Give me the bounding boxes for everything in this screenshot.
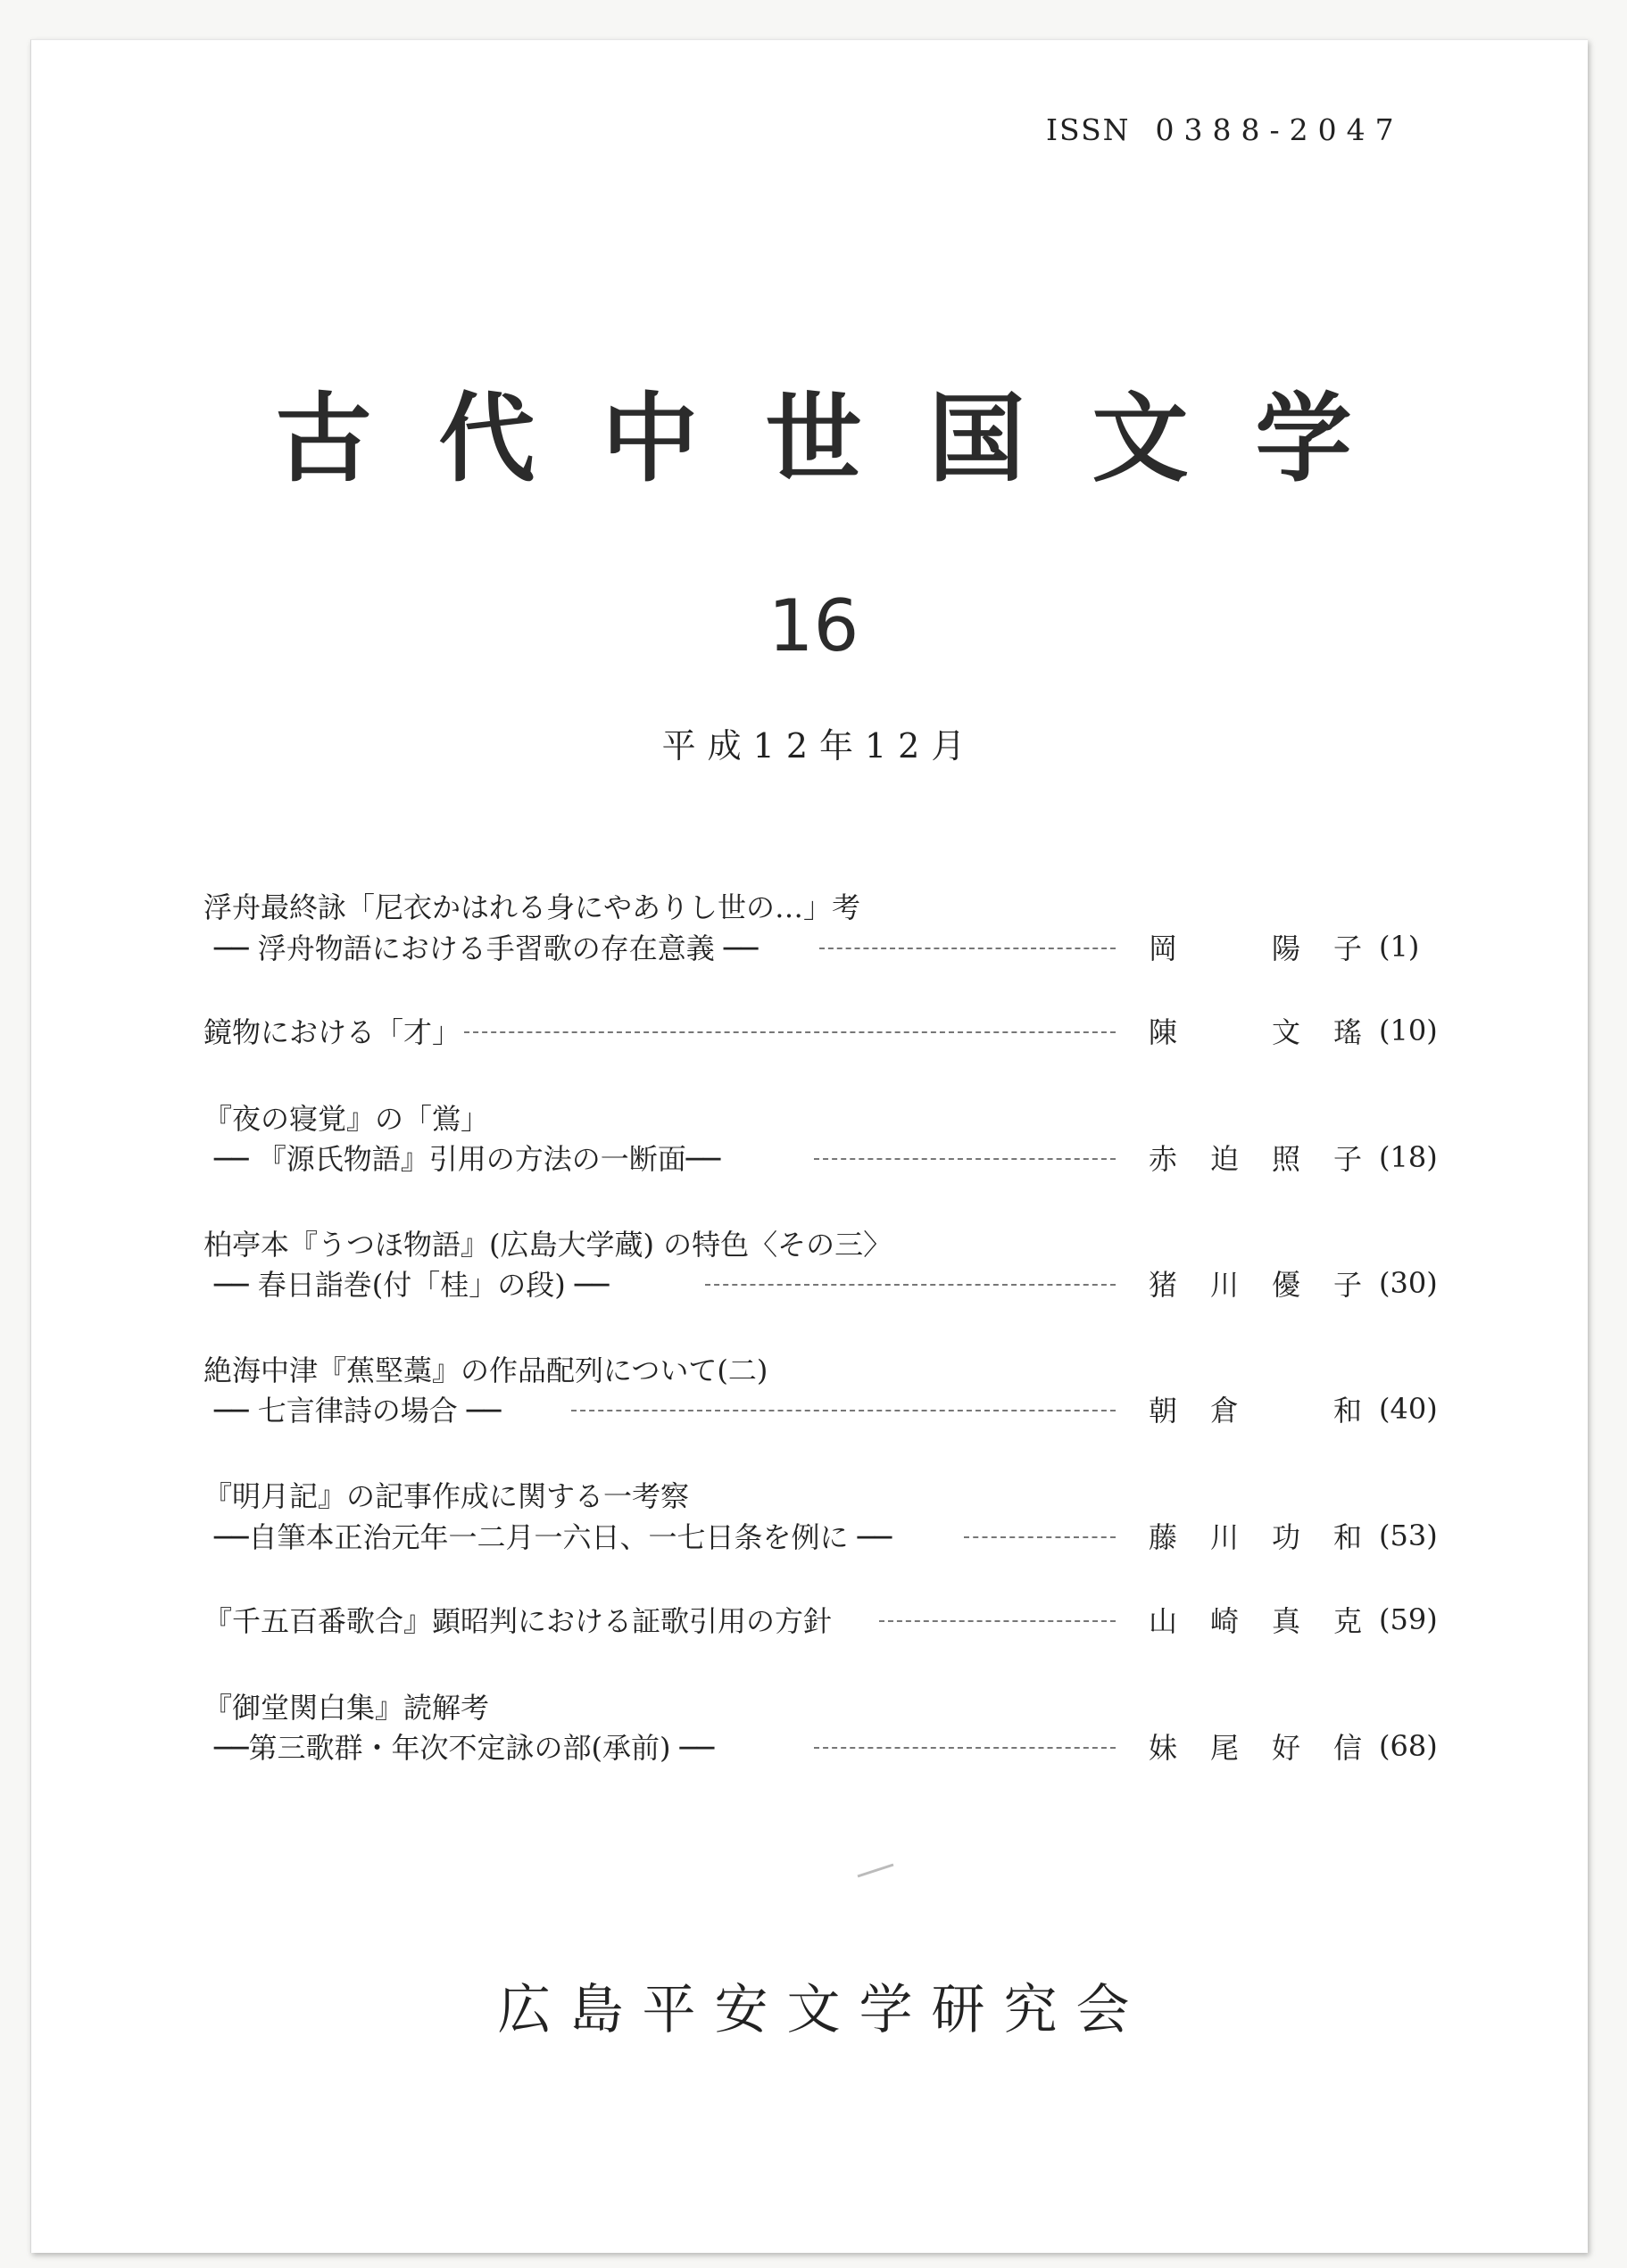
entry-title: 鏡物における「才」: [203, 1015, 461, 1049]
entry-title: 浮舟最終詠「尼衣かはれる身にやありし世の…」考: [203, 890, 861, 924]
author-char: 子: [1332, 1142, 1362, 1176]
author-char: 子: [1332, 931, 1362, 965]
dotted-leader: [464, 1031, 1116, 1033]
entry-author: [1147, 1513, 1364, 1558]
entry-subtitle: ── 春日詣巻(付「桂」の段) ──: [214, 1268, 610, 1302]
author-char: 妹: [1148, 1731, 1177, 1765]
entry-subtitle: ── 浮舟物語における手習歌の存在意義 ──: [214, 931, 759, 965]
author-char: 克: [1332, 1604, 1362, 1638]
author-char: 岡: [1148, 931, 1177, 965]
entry-author: [1147, 1135, 1364, 1180]
issn-label: ISSN: [1046, 112, 1131, 147]
entry-title: 柏亭本『うつほ物語』(広島大学蔵) の特色〈その三〉: [203, 1228, 892, 1262]
author-char: 和: [1332, 1520, 1362, 1554]
dotted-leader: [879, 1620, 1116, 1622]
dotted-leader: [819, 948, 1116, 949]
author-char: 真: [1271, 1604, 1300, 1638]
author-char: 陳: [1148, 1015, 1177, 1049]
author-char: 信: [1332, 1731, 1362, 1765]
author-char: 川: [1209, 1268, 1239, 1302]
entry-author: [1147, 1261, 1364, 1305]
author-char: 功: [1271, 1520, 1300, 1554]
dotted-leader: [814, 1747, 1116, 1749]
author-char: 文: [1271, 1015, 1300, 1049]
author-char: 藤: [1148, 1520, 1177, 1554]
entry-page-number: (10): [1379, 1014, 1438, 1047]
entry-page-number: (68): [1379, 1729, 1438, 1763]
entry-subtitle: ── 『源氏物語』引用の方法の一断面──: [214, 1142, 721, 1176]
entry-subtitle: ── 七言律詩の場合 ──: [214, 1394, 502, 1428]
author-char: 好: [1271, 1731, 1300, 1765]
dotted-leader: [814, 1158, 1116, 1160]
entry-subtitle: ──第三歌群・年次不定詠の部(承前) ──: [214, 1731, 715, 1765]
entry-subtitle: ──自筆本正治元年一二月一六日、一七日条を例に ──: [214, 1520, 892, 1554]
dotted-leader: [964, 1536, 1116, 1538]
entry-page-number: (40): [1379, 1392, 1438, 1426]
issue-date: 平成12年12月: [661, 726, 977, 766]
entry-title: 『明月記』の記事作成に関する一考察: [203, 1479, 690, 1513]
entry-author: [1147, 1386, 1364, 1431]
author-char: 優: [1271, 1268, 1300, 1302]
author-char: 子: [1332, 1268, 1362, 1302]
entry-author: [1147, 924, 1364, 969]
author-char: 猪: [1148, 1268, 1177, 1302]
author-char: 崎: [1209, 1604, 1239, 1638]
entry-page-number: (1): [1379, 930, 1420, 964]
author-char: 赤: [1148, 1142, 1177, 1176]
entry-page-number: (53): [1379, 1519, 1438, 1552]
author-char: 陽: [1271, 931, 1300, 965]
author-char: 和: [1332, 1394, 1362, 1428]
entry-author: [1147, 1724, 1364, 1768]
author-char: 尾: [1209, 1731, 1239, 1765]
dotted-leader: [705, 1284, 1116, 1286]
entry-page-number: (18): [1379, 1140, 1438, 1174]
author-char: 朝: [1148, 1394, 1177, 1428]
author-char: 倉: [1209, 1394, 1239, 1428]
author-char: 瑤: [1332, 1015, 1362, 1049]
publisher-name: 広島平安文学研究会: [497, 1979, 1149, 2041]
author-char: 山: [1148, 1604, 1177, 1638]
entry-author: [1147, 1597, 1364, 1642]
dotted-leader: [571, 1410, 1116, 1411]
entry-page-number: (30): [1379, 1266, 1438, 1300]
entry-title: 絶海中津『蕉堅藁』の作品配列について(二): [203, 1353, 768, 1387]
volume-number: 16: [768, 584, 859, 667]
entry-author: [1147, 1008, 1364, 1053]
author-char: 照: [1271, 1142, 1300, 1176]
author-char: 迫: [1209, 1142, 1239, 1176]
entry-title: 『夜の寝覚』の「鴬」: [203, 1102, 490, 1136]
entry-page-number: (59): [1379, 1602, 1438, 1636]
entry-title: 『御堂関白集』読解考: [203, 1691, 490, 1725]
journal-title: 古代中世国文学: [275, 384, 1419, 495]
entry-title: 『千五百番歌合』顕昭判における証歌引用の方針: [203, 1604, 833, 1638]
author-char: 川: [1209, 1520, 1239, 1554]
issn-number: 0388-2047: [1155, 112, 1404, 147]
